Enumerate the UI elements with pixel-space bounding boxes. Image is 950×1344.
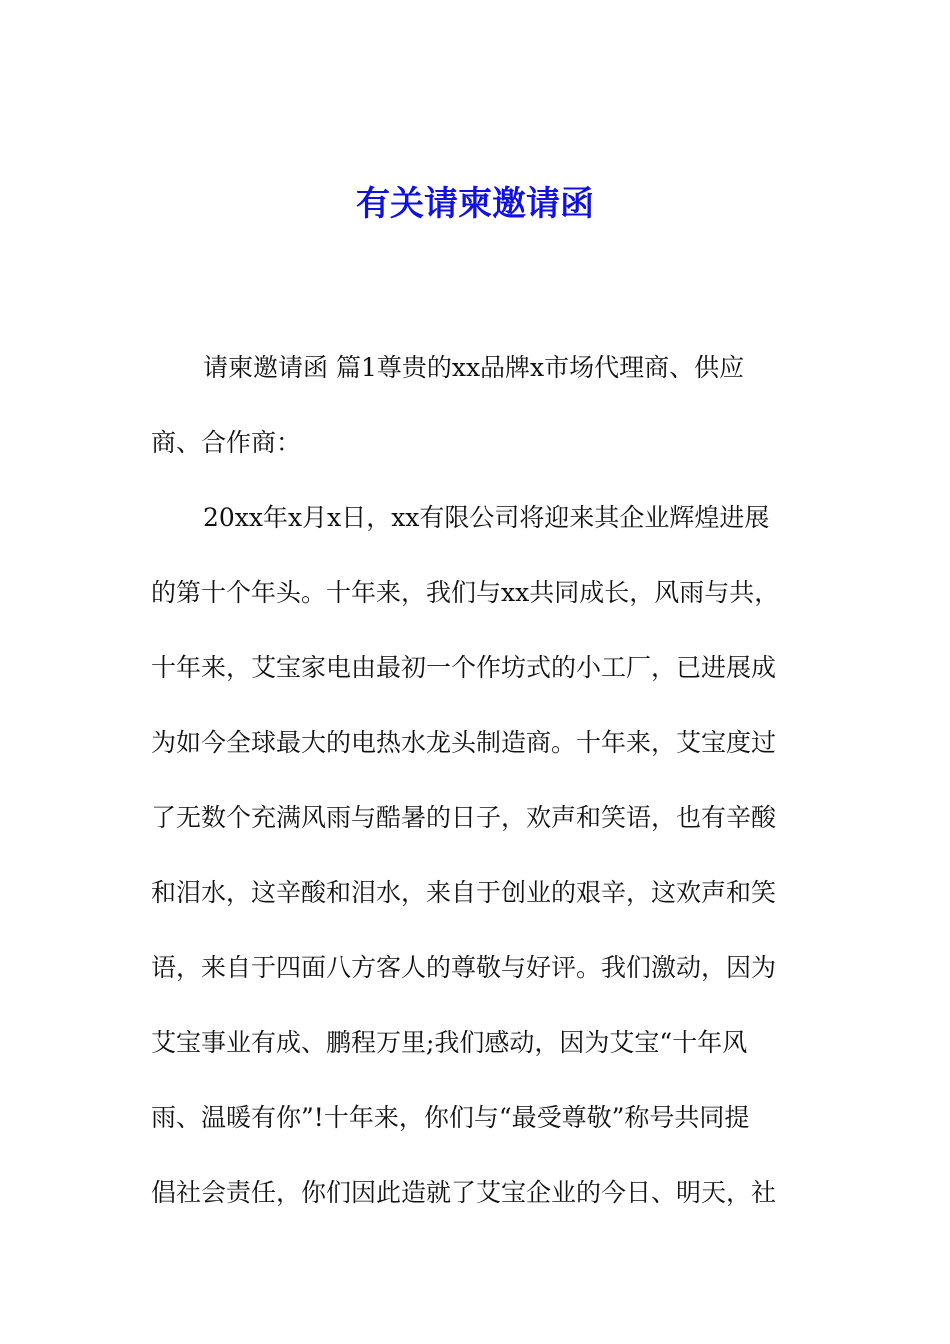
paragraph-line-12: 倡社会责任，你们因此造就了艾宝企业的今日、明天，社 bbox=[151, 1178, 777, 1207]
paragraph-line-10: 艾宝事业有成、鹏程万里;我们感动，因为艾宝“十年风 bbox=[151, 1028, 748, 1057]
paragraph-line-3: 20xx年x月x日，xx有限公司将迎来其企业辉煌进展 bbox=[203, 503, 770, 532]
paragraph-line-1: 请柬邀请函 篇1尊贵的xx品牌x市场代理商、供应 bbox=[203, 353, 745, 382]
paragraph-line-7: 了无数个充满风雨与酷暑的日子，欢声和笑语，也有辛酸 bbox=[151, 803, 777, 832]
paragraph-line-5: 十年来，艾宝家电由最初一个作坊式的小工厂，已进展成 bbox=[151, 653, 777, 682]
paragraph-line-6: 为如今全球最大的电热水龙头制造商。十年来，艾宝度过 bbox=[151, 728, 777, 757]
paragraph-line-8: 和泪水，这辛酸和泪水，来自于创业的艰辛，这欢声和笑 bbox=[151, 878, 777, 907]
document-body bbox=[151, 330, 805, 1230]
paragraph-line-2: 商、合作商： bbox=[151, 428, 302, 457]
document-title: 有关请柬邀请函 bbox=[356, 184, 594, 224]
paragraph-line-9: 语，来自于四面八方客人的尊敬与好评。我们激动，因为 bbox=[151, 953, 777, 982]
paragraph-line-11: 雨、温暖有你”!十年来，你们与“最受尊敬”称号共同提 bbox=[151, 1103, 750, 1132]
paragraph-line-4: 的第十个年头。十年来，我们与xx共同成长，风雨与共， bbox=[151, 578, 780, 607]
